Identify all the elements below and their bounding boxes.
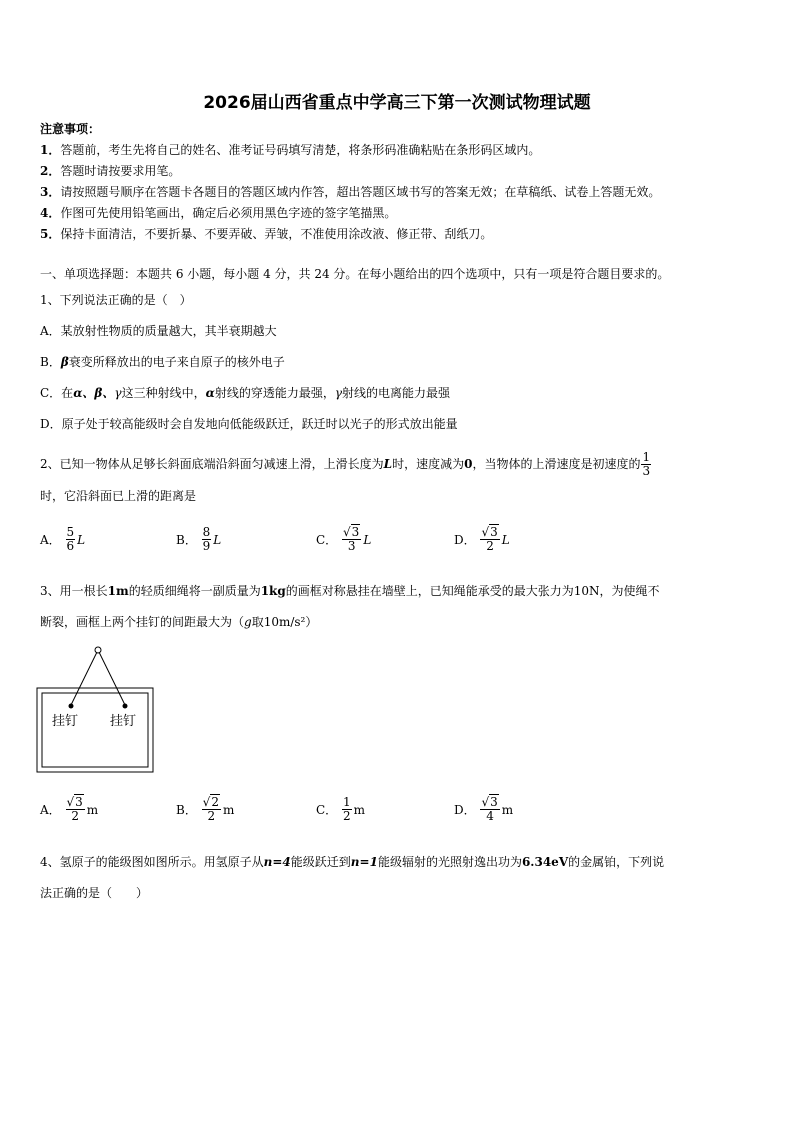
- option-label: C．: [316, 533, 338, 547]
- notice-heading: 注意事项：: [40, 122, 101, 136]
- notice-item-number: 4．: [40, 206, 61, 220]
- nail-left-icon: [69, 704, 74, 709]
- notice-item-text: 作图可先使用铅笔画出，确定后必须用黑色字迹的签字笔描黑。: [60, 206, 397, 220]
- level-n1: n=1: [350, 855, 378, 869]
- level-n4: n=4: [263, 855, 291, 869]
- question-1-option-b: [40, 354, 285, 370]
- question-1-stem: 1、下列说法正确的是（ ）: [40, 293, 192, 307]
- option-fraction: $\frac{√3}{3}$: [343, 525, 360, 553]
- one-third-fraction: $\frac{1}{3}$: [642, 449, 651, 478]
- stem-text: 的金属铂，下列说: [568, 855, 665, 869]
- option-label: B．: [176, 533, 197, 547]
- option-unit: m: [86, 802, 99, 817]
- stem-text: 2、已知一物体从足够长斜面底端沿斜面匀减速上滑，上滑长度为: [40, 457, 384, 471]
- notice-item-text: 答题时请按要求用笔。: [60, 164, 181, 178]
- option-fraction: $\frac{8}{9}$: [202, 525, 211, 553]
- option-label: D．: [454, 803, 476, 817]
- alpha-symbol: α: [205, 386, 215, 400]
- sqrt-icon: √3: [481, 525, 498, 539]
- notice-item: [40, 184, 660, 200]
- question-1-option-a: A．某放射性物质的质量越大，其半衰期越大: [40, 324, 277, 338]
- gamma-symbol: γ: [334, 386, 343, 400]
- sqrt-icon: √3: [481, 795, 498, 809]
- option-unit: m: [353, 802, 366, 817]
- notice-item: [40, 163, 180, 179]
- question-4-stem-cont: 法正确的是（ ）: [40, 886, 149, 900]
- notice-item-text: 保持卡面清洁，不要折暴、不要弄破、弄皱，不准使用涂改液、修正带、刮纸刀。: [60, 227, 493, 241]
- option-label: B．: [40, 355, 61, 369]
- option-label: A．: [40, 803, 61, 817]
- nail-right-icon: [123, 704, 128, 709]
- notice-item: [40, 226, 492, 242]
- stem-text: 能级辐射的光照射逸出功为: [377, 855, 522, 869]
- question-4-stem: [40, 854, 664, 870]
- question-3-stem-cont: [40, 614, 317, 630]
- option-unit: m: [501, 802, 514, 817]
- work-function-value: 6.34eV: [521, 855, 569, 869]
- notice-item-text: 答题前，考生先将自己的姓名、准考证号码填写清楚，将条形码准确粘贴在条形码区域内。: [60, 143, 541, 157]
- option-label: D．: [454, 533, 476, 547]
- option-unit: L: [77, 532, 86, 547]
- question-2-option-d: [454, 526, 510, 553]
- stem-text: 能级跃迁到: [290, 855, 351, 869]
- question-2-stem-cont: 时，它沿斜面已上滑的距离是: [40, 489, 197, 503]
- question-2-option-a: [40, 526, 85, 553]
- frame-outer: [37, 688, 153, 772]
- option-unit: L: [363, 532, 372, 547]
- alpha-beta-symbols: α、β、: [73, 386, 115, 400]
- option-fraction: $\frac{√3}{4}$: [481, 795, 498, 823]
- stem-text: 断裂，画框上两个挂钉的间距最大为（: [40, 615, 245, 629]
- question-2-option-b: [176, 526, 221, 553]
- length-symbol: L: [383, 457, 393, 471]
- sqrt-icon: √3: [343, 525, 360, 539]
- stem-text: 的轻质细绳将一副质量为: [128, 584, 261, 598]
- option-fraction: $\frac{√3}{2}$: [481, 525, 498, 553]
- stem-text: 时，速度减为: [392, 457, 465, 471]
- option-text: 射线的电离能力最强: [342, 386, 451, 400]
- length-value: 1m: [107, 584, 129, 598]
- question-3-option-b: [176, 796, 234, 823]
- page-title: 2026届山西省重点中学高三下第一次测试物理试题: [203, 93, 591, 113]
- notice-item: [40, 142, 540, 158]
- notice-item-number: 3．: [40, 185, 61, 199]
- gamma-symbol: γ: [114, 386, 122, 400]
- nail-left-label: 挂钉: [52, 714, 79, 729]
- option-label: C．在: [40, 386, 74, 400]
- notice-item-number: 5．: [40, 227, 61, 241]
- option-text: 衰变所释放出的电子来自原子的核外电子: [68, 355, 285, 369]
- nail-right-label: 挂钉: [110, 714, 137, 729]
- wall-nail-icon: [95, 647, 101, 653]
- stem-text: 3、用一根长: [40, 584, 108, 598]
- option-unit: m: [222, 802, 235, 817]
- picture-frame-diagram: [36, 646, 156, 774]
- option-text: 这三种射线中，: [121, 386, 206, 400]
- mass-value: 1kg: [260, 584, 286, 598]
- option-label: C．: [316, 803, 338, 817]
- question-1-option-c: [40, 385, 450, 401]
- sqrt-icon: √2: [202, 795, 219, 809]
- beta-symbol: β: [60, 355, 69, 369]
- question-2-option-c: [316, 526, 371, 553]
- stem-text: ，当物体的上滑速度是初速度的: [472, 457, 641, 471]
- question-1-option-d: D．原子处于较高能级时会自发地向低能级跃迁，跃迁时以光子的形式放出能量: [40, 417, 458, 431]
- question-2-stem: [40, 448, 758, 480]
- stem-text: 的画框对称悬挂在墙壁上，已知绳能承受的最大张力为10N，为使绳不: [285, 584, 660, 598]
- notice-item-text: 请按照题号顺序在答题卡各题目的答题区域内作答，超出答题区域书写的答案无效；在草稿纸、试卷上答题无效。: [60, 185, 661, 199]
- rope-left: [71, 650, 98, 705]
- option-fraction: $\frac{1}{2}$: [343, 795, 351, 823]
- sqrt-icon: √3: [66, 795, 83, 809]
- question-3-stem: [40, 583, 660, 599]
- option-unit: L: [213, 532, 222, 547]
- section-heading: 一、单项选择题：本题共 6 小题，每小题 4 分，共 24 分。在每小题给出的四个选项中，只有一项是符合题目要求的。: [40, 267, 670, 281]
- stem-text: 取10m/s²）: [251, 615, 318, 629]
- frame-inner: [42, 693, 148, 767]
- stem-text: 4、氢原子的能级图如图所示。用氢原子从: [40, 855, 264, 869]
- zero-value: 0: [464, 457, 473, 471]
- rope-right: [98, 650, 125, 705]
- notice-item: [40, 205, 396, 221]
- option-text: 射线的穿透能力最强，: [214, 386, 335, 400]
- option-label: B．: [176, 803, 197, 817]
- option-fraction: $\frac{5}{6}$: [66, 525, 75, 553]
- question-3-option-d: [454, 796, 513, 823]
- notice-item-number: 2．: [40, 164, 61, 178]
- gravity-symbol: g: [244, 615, 252, 629]
- option-fraction: $\frac{√3}{2}$: [66, 795, 83, 823]
- question-3-option-c: [316, 796, 365, 823]
- option-fraction: $\frac{√2}{2}$: [202, 795, 219, 823]
- option-label: A．: [40, 533, 61, 547]
- option-unit: L: [501, 532, 510, 547]
- notice-item-number: 1．: [40, 143, 61, 157]
- question-3-option-a: [40, 796, 98, 823]
